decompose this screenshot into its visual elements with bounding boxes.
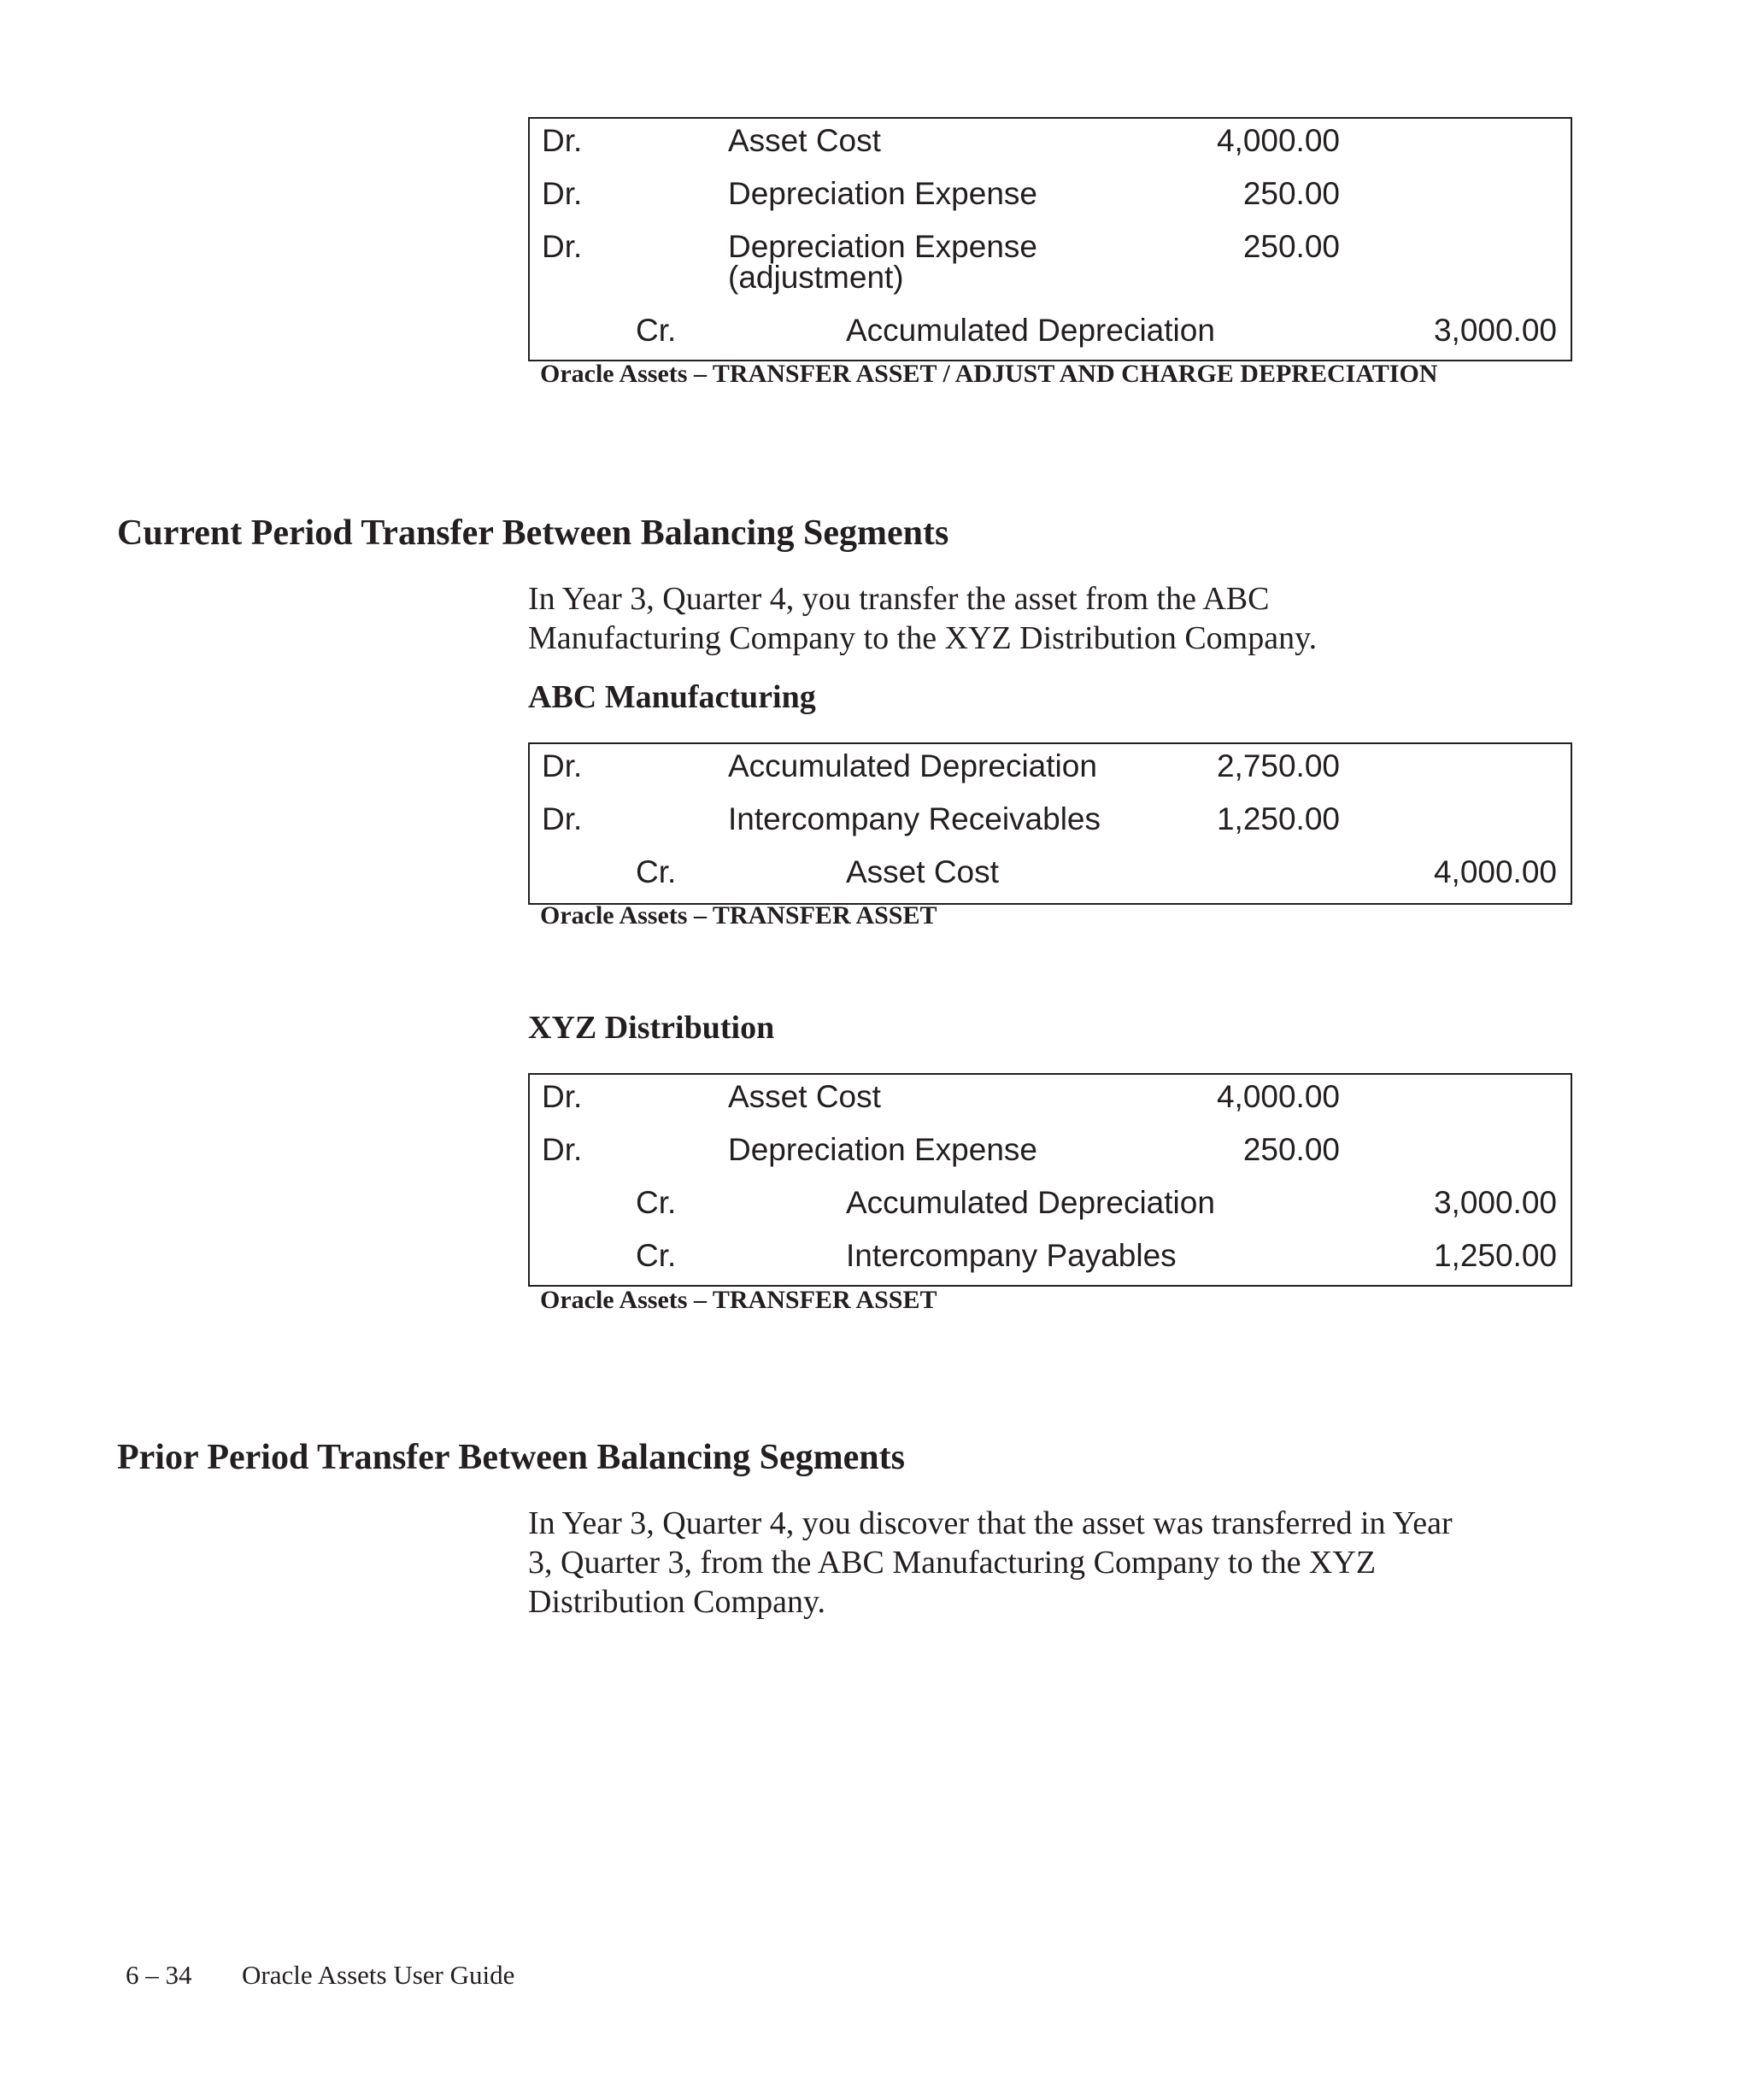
paragraph-line: In Year 3, Quarter 4, you transfer the asset from the ABC [528, 581, 1270, 617]
journal-row [530, 1181, 1571, 1234]
account-name: Accumulated Depreciation [846, 313, 1215, 348]
journal-entry-abc [528, 742, 1572, 905]
debit-amount: 250.00 [1242, 176, 1340, 211]
book-title: Oracle Assets User Guide [242, 1960, 515, 1990]
credit-amount: 3,000.00 [1433, 313, 1557, 348]
debit-amount: 4,000.00 [1216, 1079, 1340, 1114]
journal-entry-xyz [528, 1073, 1572, 1287]
account-name: Accumulated Depreciation [846, 1185, 1215, 1220]
debit-label: Dr. [542, 801, 583, 836]
account-name: Accumulated Depreciation [728, 748, 1097, 783]
journal-row [530, 850, 1571, 903]
journal-row [530, 1128, 1571, 1181]
debit-label: Dr. [542, 229, 583, 264]
debit-label: Dr. [542, 176, 583, 211]
credit-label: Cr. [636, 1185, 677, 1220]
journal-row [530, 119, 1571, 172]
paragraph-line: Manufacturing Company to the XYZ Distribution Company. [528, 620, 1318, 656]
account-name: Intercompany Payables [846, 1238, 1177, 1273]
debit-amount: 4,000.00 [1216, 123, 1340, 158]
credit-label: Cr. [636, 313, 677, 348]
credit-label: Cr. [636, 1238, 677, 1273]
credit-label: Cr. [636, 854, 677, 889]
account-name: Asset Cost [846, 854, 999, 889]
journal-row [530, 225, 1571, 308]
account-name: Intercompany Receivables [728, 801, 1101, 836]
journal-row [530, 744, 1571, 797]
section-heading-prior-period: Prior Period Transfer Between Balancing Segments [117, 1438, 905, 1477]
journal-entry-transfer-adjust [528, 117, 1572, 361]
debit-label: Dr. [542, 1079, 583, 1114]
journal-caption: Oracle Assets – TRANSFER ASSET [540, 901, 937, 930]
account-name: Asset Cost [728, 1079, 881, 1114]
paragraph-line: Distribution Company. [528, 1584, 825, 1620]
account-name: Depreciation Expense [728, 1132, 1037, 1167]
credit-amount: 1,250.00 [1433, 1238, 1557, 1273]
credit-amount: 4,000.00 [1433, 854, 1557, 889]
paragraph-line: In Year 3, Quarter 4, you discover that the asset was transferred in Year [528, 1505, 1453, 1541]
journal-caption: Oracle Assets – TRANSFER ASSET / ADJUST AND CHARGE DEPRECIATION [540, 360, 1438, 388]
section-paragraph [528, 579, 1605, 658]
debit-amount: 2,750.00 [1216, 748, 1340, 783]
section-paragraph [528, 1504, 1605, 1622]
account-name-note: (adjustment) [728, 260, 904, 295]
debit-amount: 250.00 [1242, 229, 1340, 264]
debit-amount: 250.00 [1242, 1132, 1340, 1167]
journal-caption: Oracle Assets – TRANSFER ASSET [540, 1286, 937, 1314]
subheading-abc-manufacturing: ABC Manufacturing [528, 679, 816, 715]
debit-label: Dr. [542, 748, 583, 783]
account-name: Depreciation Expense [728, 229, 1037, 264]
debit-amount: 1,250.00 [1216, 801, 1340, 836]
page-number: 6 – 34 [126, 1960, 192, 1990]
journal-row [530, 797, 1571, 850]
section-heading-current-period: Current Period Transfer Between Balancing Segments [117, 513, 949, 553]
paragraph-line: 3, Quarter 3, from the ABC Manufacturing Company to the XYZ [528, 1545, 1377, 1581]
journal-row [530, 172, 1571, 225]
subheading-xyz-distribution: XYZ Distribution [528, 1010, 775, 1046]
credit-amount: 3,000.00 [1433, 1185, 1557, 1220]
journal-row [530, 308, 1571, 360]
account-name: Depreciation Expense [728, 176, 1037, 211]
journal-row [530, 1234, 1571, 1285]
account-name: Asset Cost [728, 123, 881, 158]
debit-label: Dr. [542, 123, 583, 158]
debit-label: Dr. [542, 1132, 583, 1167]
journal-row [530, 1075, 1571, 1128]
